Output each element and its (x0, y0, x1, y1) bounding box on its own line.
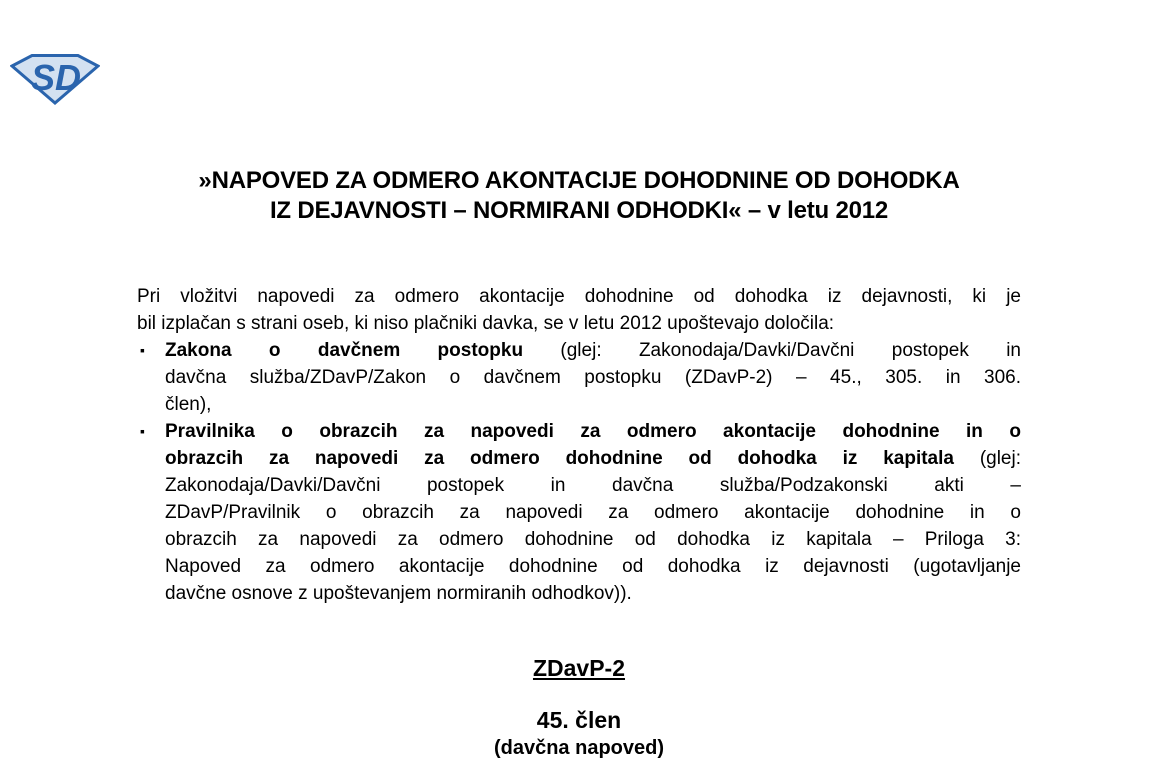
bullet2-line-3: Zakonodaja/Davki/Davčni postopek in davčna služba/Podzakonski akti – (165, 475, 1021, 496)
logo-letters: SD (30, 57, 82, 98)
bullet-item-pravilnik (137, 418, 1021, 607)
bullet2-line-5: obrazcih za napovedi za odmero dohodnine od dohodka iz kapitala – Priloga 3: (165, 529, 1021, 550)
intro-paragraph (137, 283, 1021, 337)
bullet2-line-6: Napoved za odmero akontacije dohodnine od dohodka iz dejavnosti (ugotavljanje (165, 556, 1021, 577)
doc-body (137, 283, 1021, 607)
doc-title (137, 166, 1021, 226)
bullet2-line-7: davčne osnove z upoštevanjem normiranih odhodkov)). (165, 583, 632, 604)
bullet2-line-1: Pravilnika o obrazcih za napovedi za odmero akontacije dohodnine in o (165, 421, 1021, 442)
bullet2-line-4: ZDavP/Pravilnik o obrazcih za napovedi za odmero akontacije dohodnine in o (165, 502, 1021, 523)
sd-diamond-logo (10, 53, 100, 105)
intro-line-1: Pri vložitvi napovedi za odmero akontacije dohodnine od dohodka iz dejavnosti, ki je (137, 286, 1021, 307)
bullet2-line-2: obrazcih za napovedi za odmero dohodnine od dohodka iz kapitala (glej: (165, 448, 1021, 469)
law-heading: ZDavP-2 (532, 655, 626, 681)
bullet-square-icon: ▪ (140, 342, 145, 358)
bullet1-line-3: člen), (165, 394, 212, 415)
bullet1-line-2: davčna služba/ZDavP/Zakon o davčnem postopku (ZDavP-2) – 45., 305. in 306. (165, 367, 1021, 388)
bullet-item-zakon (137, 337, 1021, 418)
bullet1-line-1: Zakona o davčnem postopku (glej: Zakonodaja/Davki/Davčni postopek in (165, 340, 1022, 361)
intro-line-2: bil izplačan s strani oseb, ki niso plačniki davka, se v letu 2012 upoštevajo določila: (137, 313, 835, 334)
article-subtitle-clipped: (davčna napoved) (493, 737, 665, 759)
bullet-square-icon: ▪ (140, 423, 145, 439)
doc-title-line-1: »NAPOVED ZA ODMERO AKONTACIJE DOHODNINE OD DOHODKA (198, 167, 960, 194)
article-heading: 45. člen (536, 707, 622, 733)
doc-title-line-2: IZ DEJAVNOSTI – NORMIRANI ODHODKI« – v letu 2012 (269, 197, 889, 224)
